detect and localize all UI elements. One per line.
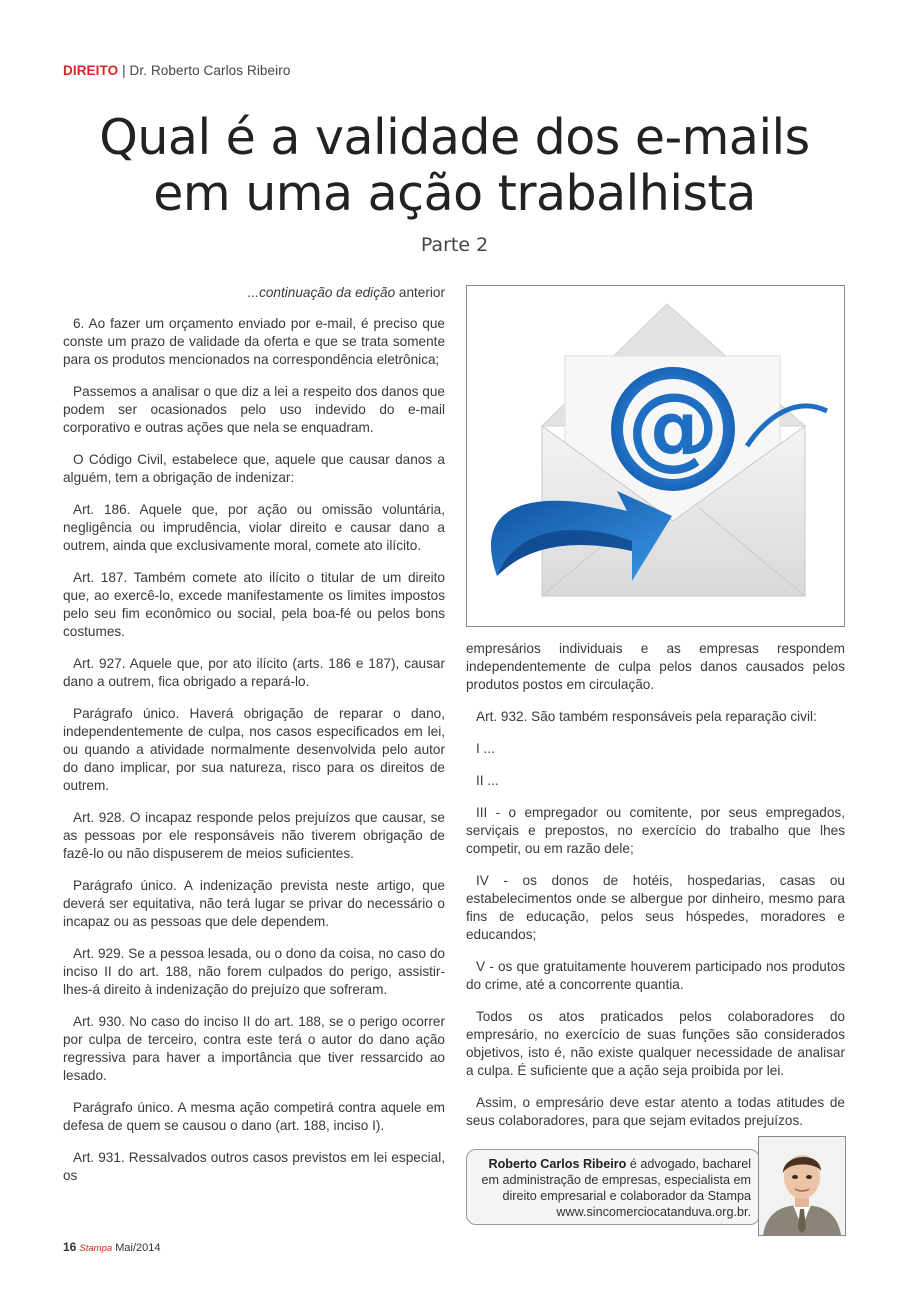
- paragraph: 6. Ao fazer um orçamento enviado por e-mail, é preciso que conste um prazo de validade da oferta e que se trata somente para os produtos mencionados na correspondência eletrônica;: [63, 316, 445, 367]
- issue-date: Mai/2014: [115, 1242, 161, 1254]
- paragraph: Todos os atos praticados pelos colaboradores do empresário, no exercício de suas funções são considerados objetivos, isto é, não existe qualquer necessidade de analisar a culpa. É suficiente que a ação seja proibida por lei.: [466, 1009, 845, 1078]
- section-label: DIREITO: [63, 63, 119, 78]
- continuation-normal: anterior: [398, 285, 445, 300]
- paragraph: Art. 932. São também responsáveis pela reparação civil:: [476, 709, 817, 724]
- right-column: [466, 640, 845, 1144]
- page-number: 16: [63, 1240, 77, 1254]
- paragraph: Parágrafo único. Haverá obrigação de reparar o dano, independentemente de culpa, nos casos especificados em lei, ou quando a atividade normalmente desenvolvida pelo autor do dano implicar, por sua natureza, risco para os direitos de outrem.: [63, 706, 445, 793]
- section-header: [63, 63, 290, 78]
- author-avatar: [759, 1137, 845, 1235]
- magazine-brand: Stampa: [79, 1243, 113, 1254]
- paragraph: O Código Civil, estabelece que, aquele que causar danos a alguém, tem a obrigação de indenizar:: [63, 452, 445, 485]
- email-illustration: [466, 285, 845, 627]
- paragraph: I ...: [476, 741, 495, 756]
- paragraph: V - os que gratuitamente houverem participado nos produtos do crime, até a concorrente quantia.: [466, 959, 845, 992]
- title-line-1: Qual é a validade dos e-mails: [99, 109, 810, 166]
- author-description: é advogado, bacharel em administração de empresas, especialista em direito empresarial e colaborador da Stampa: [481, 1157, 751, 1203]
- paragraph: Art. 931. Ressalvados outros casos previstos em lei especial, os: [63, 1150, 445, 1183]
- left-column: [63, 284, 445, 1199]
- paragraph: empresários individuais e as empresas respondem independentemente de culpa pelos danos causados pelos produtos postos em circulação.: [466, 641, 845, 692]
- email-envelope-arrow-icon: [467, 286, 844, 626]
- paragraph: II ...: [476, 773, 499, 788]
- paragraph: Parágrafo único. A mesma ação competirá contra aquele em defesa de quem se causou o dano (art. 188, inciso I).: [63, 1100, 445, 1133]
- author-bio-box: [466, 1149, 760, 1225]
- paragraph: IV - os donos de hotéis, hospedarias, casas ou estabelecimentos onde se albergue por dinheiro, mesmo para fins de educação, pelos seus hóspedes, moradores e educandos;: [466, 873, 845, 942]
- title-line-2: em uma ação trabalhista: [153, 165, 756, 222]
- paragraph: Art. 929. Se a pessoa lesada, ou o dono da coisa, no caso do inciso II do art. 188, não forem culpados do perigo, assistir-lhes-á direito à indenização do prejuízo que sofreram.: [63, 946, 445, 997]
- continuation-italic: ...continuação da edição: [247, 285, 396, 300]
- paragraph: Art. 930. No caso do inciso II do art. 188, se o perigo ocorrer por culpa de terceiro, contra este terá o autor do dano ação regressiva para haver a importância que tiver ressarcido ao lesado.: [63, 1014, 445, 1083]
- paragraph: Art. 187. Também comete ato ilícito o titular de um direito que, ao exercê-lo, excede manifestamente os limites impostos pelo seu fim econômico ou social, pela boa-fé ou pelos bons costumes.: [63, 570, 445, 639]
- continuation-note: [63, 284, 445, 302]
- author-website-link[interactable]: www.sincomerciocatanduva.org.br.: [556, 1205, 751, 1219]
- author-bio-text: [476, 1156, 751, 1220]
- paragraph: III - o empregador ou comitente, por seus empregados, serviçais e prepostos, no exercício do trabalho que lhes competir, ou em razão dele;: [466, 805, 845, 856]
- page-footer: [63, 1240, 161, 1254]
- paragraph: Art. 928. O incapaz responde pelos prejuízos que causar, se as pessoas por ele responsáveis não tiverem obrigação de fazê-lo ou não dispuserem de meios suficientes.: [63, 810, 445, 861]
- article-subtitle: Parte 2: [420, 234, 489, 256]
- paragraph: Art. 186. Aquele que, por ação ou omissão voluntária, negligência ou imprudência, violar direito e causar dano a outrem, ainda que exclusivamente moral, comete ato ilícito.: [63, 502, 445, 553]
- paragraph: Passemos a analisar o que diz a lei a respeito dos danos que podem ser ocasionados pelo uso indevido do e-mail corporativo e outras ações que nela se enquadram.: [63, 384, 445, 435]
- header-author: Dr. Roberto Carlos Ribeiro: [129, 63, 291, 78]
- author-name: Roberto Carlos Ribeiro: [488, 1157, 627, 1171]
- paragraph: Art. 927. Aquele que, por ato ilícito (arts. 186 e 187), causar dano a outrem, fica obrigado a repará-lo.: [63, 656, 445, 689]
- at-symbol: @: [627, 373, 719, 480]
- header-separator: |: [122, 63, 126, 78]
- paragraph: Parágrafo único. A indenização prevista neste artigo, que deverá ser equitativa, não terá lugar se privar do necessário o incapaz ou as pessoas que dele dependem.: [63, 878, 445, 929]
- article-title: [0, 110, 909, 222]
- author-photo: [758, 1136, 846, 1236]
- paragraph: Assim, o empresário deve estar atento a todas atitudes de seus colaboradores, para que sejam evitados prejuízos.: [466, 1095, 845, 1128]
